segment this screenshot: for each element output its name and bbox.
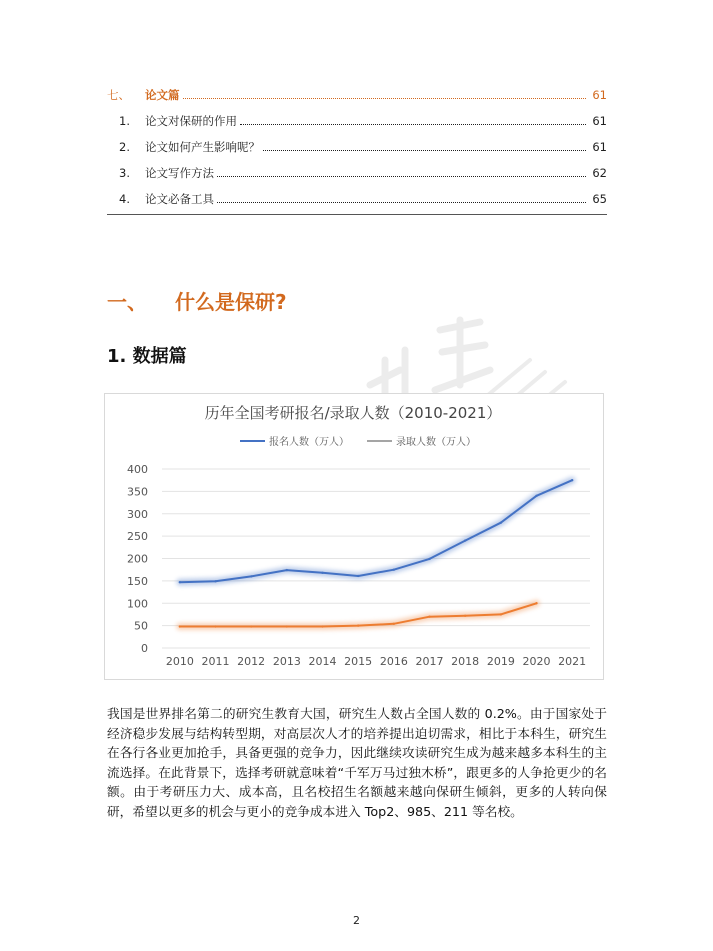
chart-container — [104, 393, 604, 680]
data-point — [179, 581, 181, 583]
data-point — [464, 615, 466, 617]
toc-item[interactable] — [107, 128, 607, 154]
data-point — [179, 625, 181, 627]
data-point — [250, 625, 252, 627]
data-point — [500, 613, 502, 615]
toc-item-page: 61 — [592, 114, 607, 128]
body-paragraph: 我国是世界排名第二的研究生教育大国，研究生人数占全国人数的 0.2%。由于国家处于经济稳步发展与结构转型期，对高层次人才的培养提出迫切需求，相比于本科生，研究生在各行各业更加抢手，具备更强的竞争力，因此继续攻读研究生成为越来越多本科生的主流选择。在此背景下，选择考研就意味着“千军万马过独木桥”，跟更多的人争抢更少的名额。由于考研压力大、成本高，且名校招生名额越来越向保研生倾斜，更多的人转向保研，希望以更多的机会与更小的竞争成本进入 Top2、985、211 等名校。 — [107, 706, 607, 819]
table-of-contents — [107, 76, 607, 206]
y-tick-label: 50 — [134, 619, 148, 633]
toc-item-number: 3. — [119, 166, 130, 180]
data-point — [286, 625, 288, 627]
chart-legend — [240, 435, 476, 448]
toc-item-number: 1. — [119, 114, 130, 128]
section-title: 什么是保研? — [175, 290, 287, 314]
series-line-1 — [180, 480, 572, 582]
toc-item[interactable] — [107, 102, 607, 128]
x-tick-label: 2011 — [201, 655, 230, 668]
toc-chapter-number: 七、 — [107, 88, 130, 102]
toc-item-label: 论文必备工具 — [145, 192, 214, 206]
x-tick-label: 2010 — [165, 655, 194, 668]
toc-chapter-entry[interactable] — [107, 76, 607, 102]
y-tick-label: 400 — [127, 463, 148, 476]
y-tick-label: 350 — [127, 485, 148, 499]
toc-item-page: 62 — [592, 166, 607, 180]
legend-label-1: 报名人数（万人） — [269, 437, 349, 448]
legend-label-2: 录取人数（万人） — [396, 437, 476, 448]
toc-chapter-page: 61 — [592, 88, 607, 102]
data-point — [286, 569, 288, 571]
data-point — [357, 624, 359, 626]
x-tick-label: 2021 — [558, 655, 587, 668]
x-tick-label: 2016 — [379, 655, 408, 668]
data-point — [393, 623, 395, 625]
x-tick-label: 2013 — [272, 655, 301, 668]
series-glow-1 — [180, 480, 572, 582]
y-tick-label: 300 — [127, 507, 148, 521]
x-tick-label: 2014 — [308, 655, 337, 668]
chart-gridlines — [162, 469, 590, 648]
chart-series — [179, 479, 574, 628]
data-point — [250, 575, 252, 577]
chart-y-axis — [127, 463, 148, 655]
subsection-heading: 1. 数据篇 — [107, 346, 187, 367]
data-point — [428, 615, 430, 617]
x-tick-label: 2017 — [415, 655, 444, 668]
data-point — [321, 572, 323, 574]
y-tick-label: 150 — [127, 574, 148, 588]
data-point — [464, 539, 466, 541]
data-point — [214, 625, 216, 627]
toc-chapter-label: 论文篇 — [145, 88, 180, 102]
toc-item-label: 论文写作方法 — [145, 166, 214, 180]
chart-title: 历年全国考研报名/录取人数（2010-2021） — [204, 404, 502, 422]
toc-divider — [107, 214, 607, 215]
toc-item-label: 论文对保研的作用 — [145, 114, 237, 128]
section-heading — [107, 286, 287, 315]
toc-item-page: 65 — [592, 192, 607, 206]
data-point — [535, 602, 537, 604]
x-tick-label: 2015 — [344, 655, 373, 668]
y-tick-label: 0 — [141, 642, 148, 655]
data-point — [321, 625, 323, 627]
page-number: 2 — [353, 914, 360, 927]
toc-leader-dots — [217, 201, 586, 203]
y-tick-label: 200 — [127, 552, 148, 566]
x-tick-label: 2020 — [522, 655, 551, 668]
toc-leader-dots — [183, 97, 587, 99]
toc-item[interactable] — [107, 180, 607, 206]
toc-leader-dots — [240, 123, 586, 125]
x-tick-label: 2019 — [486, 655, 515, 668]
data-point — [214, 580, 216, 582]
toc-item[interactable] — [107, 154, 607, 180]
toc-item-number: 4. — [119, 192, 130, 206]
line-chart — [105, 394, 603, 679]
section-number: 一、 — [107, 290, 147, 314]
chart-x-axis — [166, 655, 586, 668]
data-point — [393, 568, 395, 570]
x-tick-label: 2018 — [451, 655, 480, 668]
data-point — [357, 575, 359, 577]
toc-item-page: 61 — [592, 140, 607, 154]
data-point — [500, 522, 502, 524]
toc-item-number: 2. — [119, 140, 130, 154]
toc-item-label: 论文如何产生影响呢？ — [145, 140, 260, 154]
toc-leader-dots — [217, 175, 586, 177]
x-tick-label: 2012 — [237, 655, 266, 668]
toc-leader-dots — [263, 149, 586, 151]
data-point — [535, 495, 537, 497]
data-point — [428, 558, 430, 560]
data-point — [571, 479, 573, 481]
y-tick-label: 100 — [127, 597, 148, 611]
y-tick-label: 250 — [127, 530, 148, 544]
